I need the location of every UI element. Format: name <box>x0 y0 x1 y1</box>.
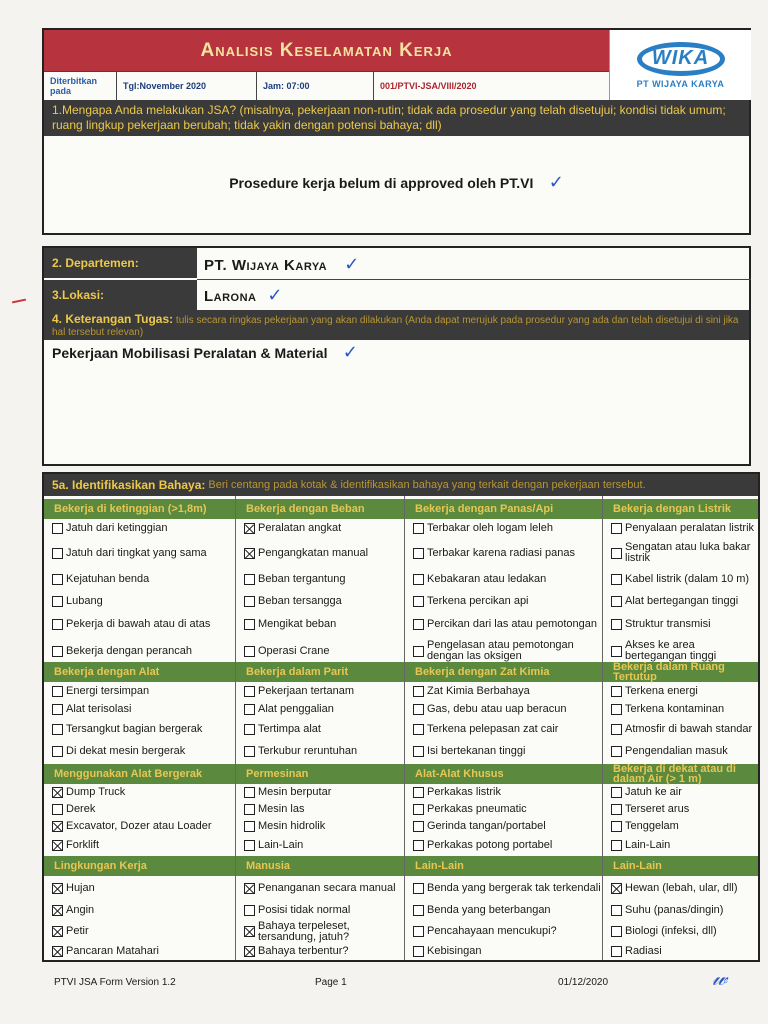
hazard-item <box>236 836 404 854</box>
hazard-item <box>44 818 235 835</box>
issue-date: Tgl:November 2020 <box>117 72 257 100</box>
hazard-category-header: Bekerja dengan Zat Kimia <box>405 662 602 682</box>
hazard-item <box>405 801 602 818</box>
hazard-item-label: Tertimpa alat <box>258 723 321 735</box>
checkbox[interactable] <box>52 821 63 832</box>
hazard-item-label: Excavator, Dozer atau Loader <box>66 820 212 832</box>
hazard-item-label: Jatuh dari ketinggian <box>66 521 168 534</box>
checkbox[interactable] <box>52 840 63 851</box>
hazard-item <box>236 700 404 718</box>
checkbox[interactable] <box>244 686 255 697</box>
hazard-item <box>603 567 758 591</box>
hazard-item <box>405 567 602 591</box>
hazard-item <box>44 942 235 960</box>
hazard-item <box>44 801 235 818</box>
checkbox[interactable] <box>611 704 622 715</box>
hazard-item-label: Dump Truck <box>66 786 126 798</box>
location-label: 3.Lokasi: <box>44 280 197 310</box>
hazard-item <box>603 700 758 718</box>
pen-mark <box>12 299 26 304</box>
hazard-item-label: Suhu (panas/dingin) <box>625 904 724 916</box>
checkbox[interactable] <box>244 883 255 894</box>
hazard-item <box>603 719 758 740</box>
hazard-hint: Beri centang pada kotak & identifikasikan bahaya yang terkait dengan pekerjaan tersebut. <box>208 479 646 491</box>
hazard-item-label: Pancaran Matahari <box>66 944 159 957</box>
checkbox[interactable] <box>52 704 63 715</box>
hazard-item-label: Operasi Crane <box>258 644 330 657</box>
hazard-category-header: Bekerja dengan Panas/Api <box>405 499 602 519</box>
hazard-item-label: Alat penggalian <box>258 702 334 715</box>
hazard-item <box>236 876 404 900</box>
hazard-section <box>42 472 760 962</box>
hazard-item-label: Terkena energi <box>625 684 698 697</box>
location-value: Larona <box>204 288 257 305</box>
hazard-item-label: Terkena kontaminan <box>625 702 725 715</box>
hazard-item <box>236 784 404 801</box>
hazard-item <box>405 541 602 565</box>
hazard-item-label: Alat terisolasi <box>66 702 132 715</box>
hazard-item-label: Pengelasan atau pemotongan dengan las oksigen <box>427 639 574 662</box>
hazard-item-label: Jatuh dari tingkat yang sama <box>66 546 207 559</box>
checkbox[interactable] <box>611 686 622 697</box>
hazard-item-label: Terkena pelepasan zat cair <box>427 723 559 735</box>
hazard-item <box>236 900 404 921</box>
hazard-item <box>603 876 758 900</box>
hazard-item-label: Isi bertekanan tinggi <box>427 744 526 757</box>
task-value: Pekerjaan Mobilisasi Peralatan & Material <box>52 345 328 361</box>
hazard-category-header: Bekerja di ketinggian (>1,8m) <box>44 499 235 519</box>
checkbox[interactable] <box>413 686 424 697</box>
hazard-item-label: Hujan <box>66 881 95 894</box>
hazard-item-label: Kabel listrik (dalam 10 m) <box>625 572 750 585</box>
checkbox[interactable] <box>413 821 424 832</box>
task-header <box>44 310 749 340</box>
checkbox[interactable] <box>413 724 424 735</box>
hazard-item <box>236 541 404 565</box>
hazard-item-label: Mesin hidrolik <box>258 820 326 832</box>
checkbox[interactable] <box>413 646 424 657</box>
divider <box>197 279 751 280</box>
checkbox[interactable] <box>611 787 622 798</box>
hazard-item-label: Lain-Lain <box>625 838 671 851</box>
checkbox[interactable] <box>244 840 255 851</box>
checkbox[interactable] <box>611 821 622 832</box>
hazard-item-label: Terkubur reruntuhan <box>258 744 358 757</box>
q1-answer-row <box>44 172 749 193</box>
checkbox[interactable] <box>52 946 63 957</box>
hazard-item-label: Gas, debu atau uap beracun <box>427 702 567 715</box>
logo-company: PT WIJAYA KARYA <box>636 78 725 89</box>
checkbox[interactable] <box>611 646 622 657</box>
hazard-item <box>405 682 602 700</box>
hazard-item <box>405 818 602 835</box>
hazard-item <box>44 612 235 636</box>
hazard-item-label: Gerinda tangan/portabel <box>427 820 546 832</box>
checkbox[interactable] <box>52 619 63 630</box>
hazard-item-label: Benda yang beterbangan <box>427 904 551 916</box>
checkbox[interactable] <box>52 686 63 697</box>
hazard-item-label: Petir <box>66 925 89 937</box>
dept-label: 2. Departemen: <box>44 248 197 278</box>
hazard-item-label: Posisi tidak normal <box>258 904 351 916</box>
wika-logo <box>609 30 751 100</box>
checkbox[interactable] <box>413 946 424 957</box>
hazard-item <box>405 612 602 636</box>
checkbox[interactable] <box>52 646 63 657</box>
hazard-item <box>603 942 758 960</box>
hazard-item <box>236 801 404 818</box>
hazard-item <box>44 516 235 540</box>
hazard-item-label: Pengendalian masuk <box>625 744 728 757</box>
checkbox[interactable] <box>244 946 255 957</box>
meta-row <box>44 71 609 100</box>
hazard-item-label: Bahaya terbentur? <box>258 944 349 957</box>
checkbox[interactable] <box>611 804 622 815</box>
checkbox[interactable] <box>244 704 255 715</box>
checkbox[interactable] <box>611 905 622 916</box>
task-label: 4. Keterangan Tugas: <box>52 312 174 326</box>
checkbox[interactable] <box>244 926 255 937</box>
hazard-item-label: Benda yang bergerak tak terkendali <box>427 881 601 894</box>
hazard-item <box>603 818 758 835</box>
hazard-item-label: Beban tergantung <box>258 572 346 585</box>
hazard-item-label: Di dekat mesin bergerak <box>66 744 186 757</box>
hazard-item-label: Mesin berputar <box>258 786 332 798</box>
dept-value-row <box>204 254 360 275</box>
hazard-item-label: Alat bertegangan tinggi <box>625 594 739 607</box>
signature-mark: 𝓌 <box>712 966 728 991</box>
hazard-item <box>405 740 602 762</box>
department-section <box>42 246 751 466</box>
hazard-item-label: Kebisingan <box>427 944 482 957</box>
checkbox[interactable] <box>52 724 63 735</box>
hazard-item <box>603 516 758 540</box>
checkbox[interactable] <box>611 596 622 607</box>
hazard-item-label: Terbakar karena radiasi panas <box>427 546 575 559</box>
checkbox[interactable] <box>244 804 255 815</box>
hazard-category-header: Bekerja di dekat atau di dalam Air (> 1 m) <box>603 764 758 784</box>
hazard-item-label: Akses ke area bertegangan tinggi <box>625 639 717 662</box>
checkbox[interactable] <box>413 926 424 937</box>
hazard-item-label: Mengikat beban <box>258 617 337 630</box>
hazard-item <box>405 942 602 960</box>
hazard-item <box>405 719 602 740</box>
hazard-item <box>603 541 758 565</box>
checkbox[interactable] <box>611 548 622 559</box>
hazard-category-header: Alat-Alat Khusus <box>405 764 602 784</box>
checkbox[interactable] <box>413 548 424 559</box>
hazard-item <box>44 836 235 854</box>
hazard-item <box>603 801 758 818</box>
checkbox[interactable] <box>244 724 255 735</box>
hazard-category-header: Bekerja dalam Parit <box>236 662 404 682</box>
hazard-item-label: Perkakas potong portabel <box>427 838 553 851</box>
hazard-item <box>44 567 235 591</box>
checkbox[interactable] <box>413 596 424 607</box>
checkbox[interactable] <box>611 574 622 585</box>
hazard-item-label: Struktur transmisi <box>625 617 711 630</box>
hazard-item-label: Bahaya terpeleset, tersandung, jatuh? <box>258 919 350 943</box>
hazard-item <box>236 637 404 665</box>
checkbox[interactable] <box>413 840 424 851</box>
hazard-item-label: Tersangkut bagian bergerak <box>66 723 203 735</box>
checkbox[interactable] <box>611 724 622 735</box>
hazard-column-2 <box>236 496 405 960</box>
hazard-item-label: Perkakas listrik <box>427 786 501 798</box>
hazard-category-header: Lain-Lain <box>405 856 602 876</box>
hazard-item <box>44 921 235 942</box>
checkbox[interactable] <box>413 746 424 757</box>
checkbox[interactable] <box>52 926 63 937</box>
hazard-item <box>44 682 235 700</box>
hazard-item <box>44 719 235 740</box>
checkbox[interactable] <box>244 619 255 630</box>
hazard-item <box>405 876 602 900</box>
hazard-item <box>236 612 404 636</box>
hazard-item-label: Energi tersimpan <box>66 684 150 697</box>
checkbox[interactable] <box>52 746 63 757</box>
footer-form-version: PTVI JSA Form Version 1.2 <box>54 977 176 988</box>
checkbox[interactable] <box>611 746 622 757</box>
checkbox[interactable] <box>611 946 622 957</box>
hazard-category-header: Bekerja dengan Beban <box>236 499 404 519</box>
hazard-item-label: Pekerjaan tertanam <box>258 684 354 697</box>
q1-question: 1.Mengapa Anda melakukan JSA? (misalnya, pekerjaan non-rutin; tidak ada prosedur yang telah disetujui; kondisi tidak umum; ruang lingkup pekerjaan berubah; tidak yakin dengan potensi bahaya; dll) <box>44 100 749 136</box>
checkbox[interactable] <box>244 787 255 798</box>
checkbox[interactable] <box>52 574 63 585</box>
task-hint: tulis secara ringkas pekerjaan yang akan dilakukan (Anda dapat merujuk pada prosedur yang ada dan telah disetujui di sini jika hal tersebut relevan) <box>52 315 739 338</box>
hazard-item <box>44 740 235 762</box>
checkbox[interactable] <box>611 926 622 937</box>
hazard-item <box>603 682 758 700</box>
hazard-item <box>603 740 758 762</box>
hazard-item <box>405 516 602 540</box>
hazard-column-1 <box>44 496 236 960</box>
hazard-item-label: Beban tersangga <box>258 594 342 607</box>
hazard-item-label: Pengangkatan manual <box>258 546 369 559</box>
hazard-item <box>44 784 235 801</box>
checkbox[interactable] <box>611 840 622 851</box>
checkbox[interactable] <box>244 548 255 559</box>
hazard-item-label: Biologi (infeksi, dll) <box>625 925 717 937</box>
checkbox[interactable] <box>52 883 63 894</box>
footer-page: Page 1 <box>315 977 347 988</box>
checkbox[interactable] <box>52 787 63 798</box>
hazard-item <box>236 590 404 612</box>
check-mark-icon: ✓ <box>331 342 358 363</box>
checkbox[interactable] <box>611 523 622 534</box>
checkbox[interactable] <box>52 596 63 607</box>
check-mark-icon: ✓ <box>261 285 283 306</box>
checkbox[interactable] <box>413 619 424 630</box>
hazard-item <box>44 876 235 900</box>
hazard-item <box>236 682 404 700</box>
hazard-item-label: Radiasi <box>625 944 662 957</box>
issued-label: Diterbitkan pada <box>44 72 117 100</box>
hazard-item <box>44 541 235 565</box>
hazard-item-label: Pekerja di bawah atau di atas <box>66 617 211 630</box>
hazard-category-header: Manusia <box>236 856 404 876</box>
hazard-item-label: Bekerja dengan perancah <box>66 644 192 657</box>
checkbox[interactable] <box>52 548 63 559</box>
hazard-item-label: Sengatan atau luka bakar listrik <box>625 541 751 564</box>
hazard-item-label: Terkena percikan api <box>427 594 529 607</box>
hazard-category-header: Menggunakan Alat Bergerak <box>44 764 235 784</box>
checkbox[interactable] <box>52 804 63 815</box>
hazard-item <box>405 700 602 718</box>
hazard-title-bar <box>44 474 758 496</box>
hazard-item <box>405 637 602 665</box>
hazard-item-label: Kejatuhan benda <box>66 572 150 585</box>
hazard-item <box>236 567 404 591</box>
hazard-category-header: Lain-Lain <box>603 856 758 876</box>
hazard-category-header: Bekerja dalam Ruang Tertutup <box>603 662 758 682</box>
hazard-item-label: Peralatan angkat <box>258 521 342 534</box>
hazard-item <box>603 784 758 801</box>
checkbox[interactable] <box>611 619 622 630</box>
checkbox[interactable] <box>244 821 255 832</box>
checkbox[interactable] <box>52 523 63 534</box>
hazard-column-4 <box>603 496 758 960</box>
hazard-item <box>236 818 404 835</box>
hazard-item-label: Forklift <box>66 838 99 851</box>
logo-mark: WIKA <box>637 42 725 76</box>
hazard-item <box>44 900 235 921</box>
checkbox[interactable] <box>611 883 622 894</box>
hazard-item-label: Mesin las <box>258 803 305 815</box>
hazard-item <box>405 921 602 942</box>
hazard-item-label: Angin <box>66 904 95 916</box>
checkbox[interactable] <box>413 804 424 815</box>
hazard-item-label: Perkakas pneumatic <box>427 803 527 815</box>
hazard-item <box>405 900 602 921</box>
hazard-category-header: Permesinan <box>236 764 404 784</box>
hazard-item-label: Kebakaran atau ledakan <box>427 572 547 585</box>
hazard-item <box>405 784 602 801</box>
hazard-item <box>44 590 235 612</box>
hazard-item-label: Pencahayaan mencukupi? <box>427 925 557 937</box>
checkbox[interactable] <box>413 787 424 798</box>
location-value-row <box>204 285 283 306</box>
hazard-item-label: Lubang <box>66 594 103 607</box>
hazard-item-label: Terseret arus <box>625 803 690 815</box>
hazard-item-label: Lain-Lain <box>258 838 304 851</box>
hazard-item <box>603 836 758 854</box>
hazard-category-header: Bekerja dengan Alat <box>44 662 235 682</box>
q1-answer: Prosedure kerja belum di approved oleh PT.VI <box>229 175 534 191</box>
hazard-title: 5a. Identifikasikan Bahaya: <box>52 478 206 492</box>
hazard-item-label: Zat Kimia Berbahaya <box>427 684 530 697</box>
hazard-item <box>236 719 404 740</box>
hazard-item <box>405 590 602 612</box>
checkbox[interactable] <box>244 905 255 916</box>
checkbox[interactable] <box>244 596 255 607</box>
footer-date: 01/12/2020 <box>558 977 609 988</box>
checkbox[interactable] <box>413 574 424 585</box>
check-mark-icon: ✓ <box>331 254 360 275</box>
hazard-item-label: Tenggelam <box>625 820 679 832</box>
hazard-item <box>236 942 404 960</box>
hazard-item <box>236 516 404 540</box>
hazard-item-label: Hewan (lebah, ular, dll) <box>625 881 738 894</box>
hazard-item <box>44 637 235 665</box>
hazard-item-label: Percikan dari las atau pemotongan <box>427 617 597 630</box>
hazard-item-label: Terbakar oleh logam leleh <box>427 521 553 534</box>
hazard-item-label: Atmosfir di bawah standar <box>625 723 753 735</box>
checkbox[interactable] <box>413 905 424 916</box>
checkbox[interactable] <box>244 646 255 657</box>
checkbox[interactable] <box>413 704 424 715</box>
hazard-category-header: Bekerja dengan Listrik <box>603 499 758 519</box>
hazard-item <box>603 921 758 942</box>
hazard-item <box>603 900 758 921</box>
checkbox[interactable] <box>244 523 255 534</box>
task-value-row <box>52 342 358 363</box>
checkbox[interactable] <box>52 905 63 916</box>
issue-time: Jam: 07:00 <box>257 72 374 100</box>
hazard-column-3 <box>405 496 603 960</box>
hazard-item <box>236 921 404 942</box>
checkbox[interactable] <box>413 523 424 534</box>
hazard-item <box>603 612 758 636</box>
dept-value: PT. Wijaya Karya <box>204 257 328 274</box>
checkbox[interactable] <box>244 746 255 757</box>
checkbox[interactable] <box>244 574 255 585</box>
hazard-item-label: Penanganan secara manual <box>258 881 396 894</box>
hazard-item-label: Penyalaan peralatan listrik <box>625 521 755 534</box>
hazard-item <box>603 590 758 612</box>
form-title: Analisis Keselamatan Kerja <box>44 30 609 71</box>
hazard-item-label: Jatuh ke air <box>625 786 682 798</box>
doc-number: 001/PTVI-JSA/VIII/2020 <box>380 81 477 91</box>
hazard-category-header: Lingkungan Kerja <box>44 856 235 876</box>
check-mark-icon: ✓ <box>537 172 564 193</box>
header-section <box>42 28 751 235</box>
hazard-item-label: Derek <box>66 803 96 815</box>
hazard-item <box>236 740 404 762</box>
checkbox[interactable] <box>413 883 424 894</box>
hazard-item <box>405 836 602 854</box>
hazard-item <box>44 700 235 718</box>
